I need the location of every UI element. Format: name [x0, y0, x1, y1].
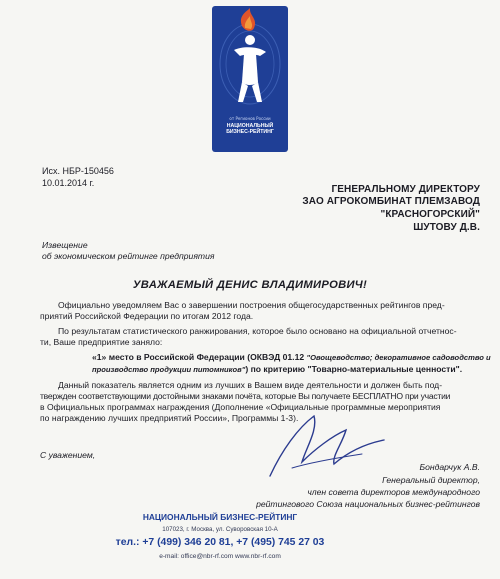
signer-role-2: рейтингового Союза национальных бизнес-рейтингов [256, 499, 480, 509]
ranking-criterion: "Товарно-материальные ценности". [307, 364, 463, 374]
ranking-line-2 [92, 364, 462, 375]
notice-subtitle: об экономическом рейтинге предприятия [42, 251, 215, 261]
closing: С уважением, [40, 450, 96, 460]
signer-role-1: член совета директоров международного [307, 487, 480, 497]
recipient-line-3: "КРАСНОГОРСКИЙ" [380, 209, 480, 220]
greeting: УВАЖАЕМЫЙ ДЕНИС ВЛАДИМИРОВИЧ! [132, 279, 368, 291]
footer-contacts: e-mail: office@nbr-rf.com www.nbr-rf.com [159, 553, 281, 560]
recipient-line-2: ЗАО АГРОКОМБИНАТ ПЛЕМЗАВОД [302, 196, 480, 207]
letter-date: 10.01.2014 г. [42, 178, 95, 188]
paragraph-2-line-2: ти, Ваше предприятие заняло: [40, 337, 163, 347]
okved-description-2: производство продукции питомников" [92, 365, 246, 374]
recipient-line-1: ГЕНЕРАЛЬНОМУ ДИРЕКТОРУ [331, 184, 480, 195]
signer-name: Бондарчук А.В. [419, 462, 480, 472]
recipient-line-4: ШУТОВУ Д.В. [413, 222, 480, 233]
logo-name-line2: БИЗНЕС-РЕЙТИНГ [226, 129, 274, 135]
paragraph-1-line-2: приятий Российской Федерации по итогам 2012 года. [40, 311, 254, 321]
ranking-criterion-label: ) по критерию [245, 364, 308, 374]
footer-phones: тел.: +7 (499) 346 20 81, +7 (495) 745 27 03 [115, 537, 325, 548]
notice-title: Извещение [42, 240, 88, 250]
ranking-place: «1» место в Российской Федерации (ОКВЭД 01.12 [92, 352, 307, 362]
logo-name-line1: НАЦИОНАЛЬНЫЙ [226, 123, 274, 129]
handwritten-signature [262, 410, 392, 490]
footer-address: 107023, г. Москва, ул. Суворовская 10-А [162, 526, 278, 533]
logo-small-text: от Регионов России [229, 116, 271, 121]
paragraph-3-line-4: по награждению лучших предприятий России», Программы 1-3). [40, 413, 299, 423]
ranking-line-1 [92, 352, 491, 363]
paragraph-2-line-1: По результатам статистического ранжирования, которое было основано на официальной отчетнос- [58, 326, 457, 336]
outgoing-ref: Исх. НБР-150456 [42, 166, 114, 176]
okved-description-1: "Овощеводство; декоративное садоводство и [306, 353, 491, 362]
paragraph-1-line-1: Официально уведомляем Вас о завершении построения общегосударственных рейтингов пред- [58, 300, 445, 310]
paragraph-3-line-2: твержден соответствующими достойными знаками почёта, которые Вы получаете БЕСПЛАТНО при участии [40, 391, 451, 401]
paragraph-3-line-1: Данный показатель является одним из лучших в Вашем виде деятельности и должен быть под- [58, 380, 443, 390]
paragraph-3-line-3: в Официальных программах награждения (Дополнение «Официальные программные мероприятия [40, 402, 441, 412]
signer-title: Генеральный директор, [382, 475, 480, 485]
footer-org: НАЦИОНАЛЬНЫЙ БИЗНЕС-РЕЙТИНГ [142, 512, 298, 522]
logo [212, 6, 288, 152]
